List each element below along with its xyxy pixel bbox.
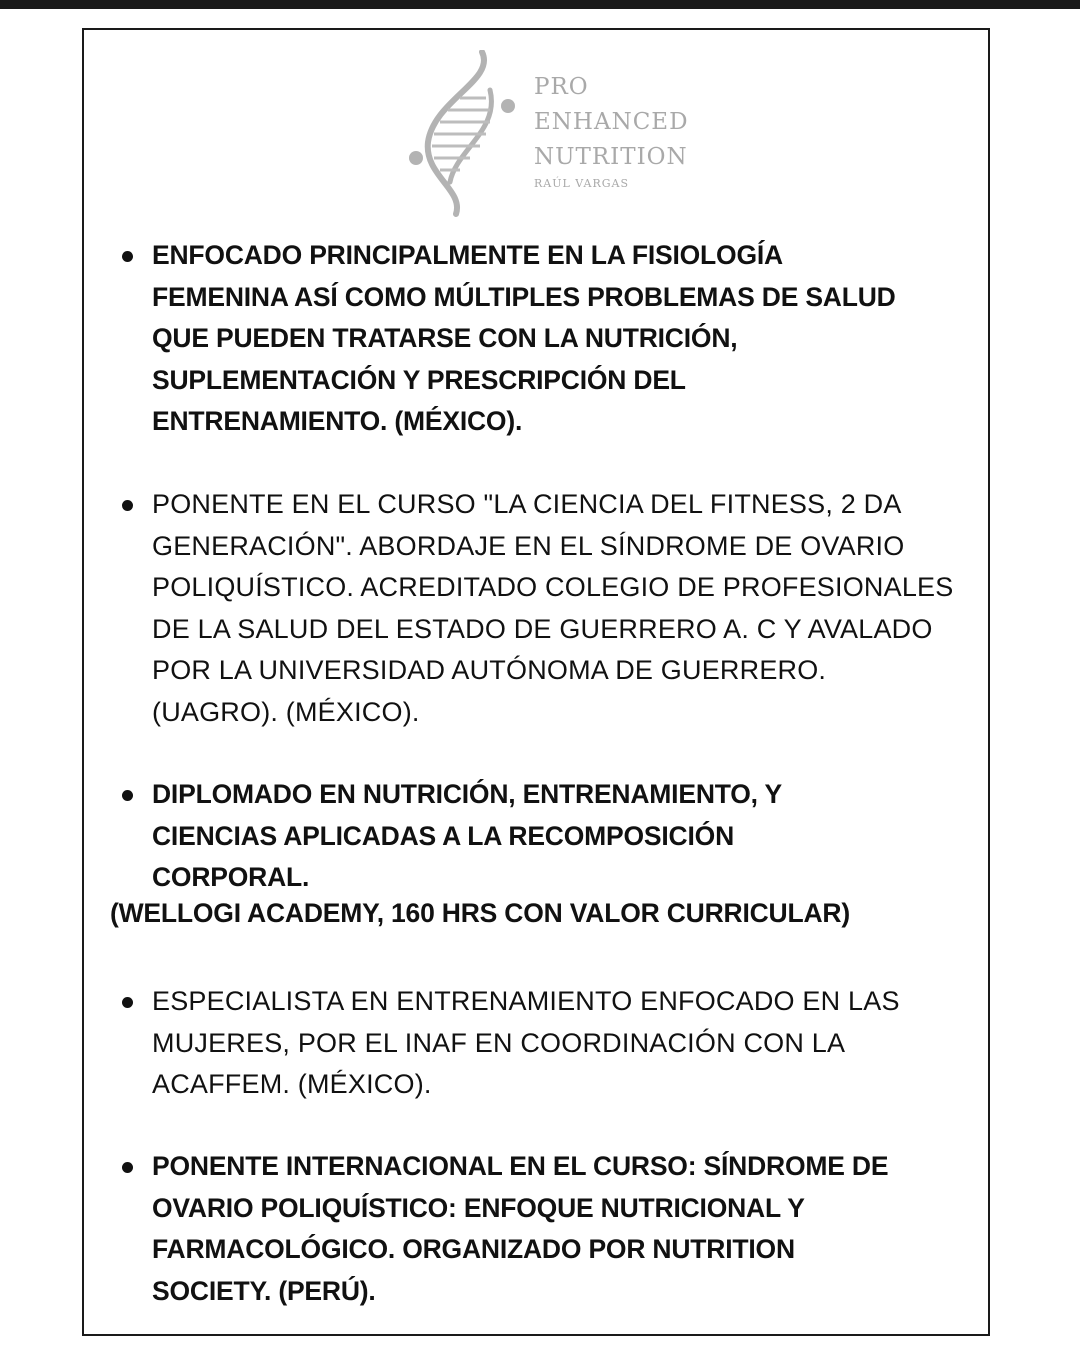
top-border-bar <box>0 0 1080 9</box>
list-item-text: DIPLOMADO EN NUTRICIÓN, ENTRENAMIENTO, Y CIENCIAS APLICADAS A LA RECOMPOSICIÓN CORPORAL. <box>152 779 782 892</box>
list-item <box>122 1146 972 1312</box>
logo-line-nutrition: NUTRITION <box>534 144 688 170</box>
logo-subtitle: RAÚL VARGAS <box>534 177 629 190</box>
logo-wordmark <box>534 70 689 190</box>
logo-line-enhanced: ENHANCED <box>534 109 689 135</box>
list-item <box>122 774 972 899</box>
list-item-note: (WELLOGI ACADEMY, 160 HRS CON VALOR CURRICULAR) <box>110 898 850 928</box>
list-item-text: PONENTE EN EL CURSO "LA CIENCIA DEL FITNESS, 2 DA GENERACIÓN". ABORDAJE EN EL SÍNDROME DE OVARIO POLIQUÍSTICO. ACREDITADO COLEGIO DE PROFESIONALES DE LA SALUD DEL ESTADO DE GUERRERO A. C Y AVALADO POR LA UNIVERSIDAD AUTÓNOMA DE GUERRERO. (UAGRO). (MÉXICO). <box>152 489 954 727</box>
bullet-icon <box>122 1162 133 1173</box>
dna-helix-icon <box>404 50 534 220</box>
list-item <box>122 235 972 443</box>
bullet-icon <box>122 790 133 801</box>
list-item-text: PONENTE INTERNACIONAL EN EL CURSO: SÍNDROME DE OVARIO POLIQUÍSTICO: ENFOQUE NUTRICIONAL Y FARMACOLÓGICO. ORGANIZADO POR NUTRITION SOCIETY. (PERÚ). <box>152 1151 889 1306</box>
list-item <box>122 981 972 1106</box>
brand-logo <box>404 50 704 220</box>
list-item-text: ENFOCADO PRINCIPALMENTE EN LA FISIOLOGÍA FEMENINA ASÍ COMO MÚLTIPLES PROBLEMAS DE SALUD QUE PUEDEN TRATARSE CON LA NUTRICIÓN, SUPLEMENTACIÓN Y PRESCRIPCIÓN DEL ENTRENAMIENTO. (MÉXICO). <box>152 240 896 436</box>
logo-line-pro: PRO <box>534 74 589 100</box>
list-item-text: ESPECIALISTA EN ENTRENAMIENTO ENFOCADO EN LAS MUJERES, POR EL INAF EN COORDINACIÓN CON LA ACAFFEM. (MÉXICO). <box>152 986 900 1099</box>
bullet-icon <box>122 500 133 511</box>
bullet-icon <box>122 251 133 262</box>
bullet-icon <box>122 997 133 1008</box>
list-item <box>122 484 972 733</box>
